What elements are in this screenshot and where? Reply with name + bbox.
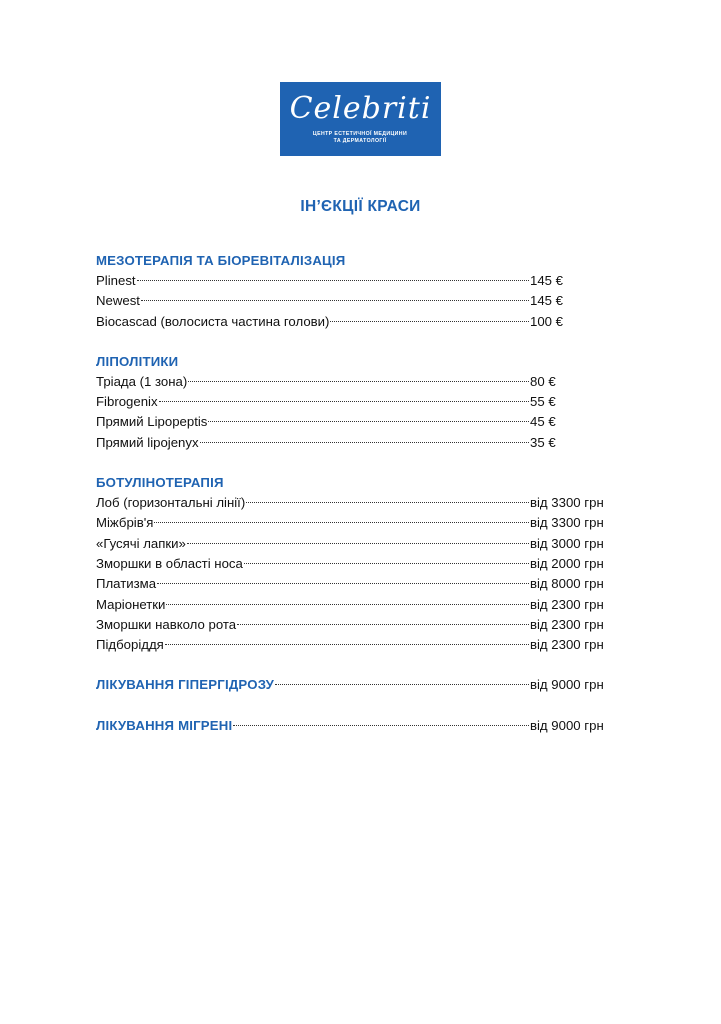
dot-leader bbox=[157, 583, 529, 584]
dot-leader bbox=[188, 381, 529, 382]
item-price: від 2300 грн bbox=[530, 616, 604, 632]
section-heading: МЕЗОТЕРАПІЯ ТА БІОРЕВІТАЛІЗАЦІЯ bbox=[96, 253, 346, 268]
item-name: Міжбрів'я bbox=[96, 515, 154, 531]
price-row bbox=[96, 412, 626, 432]
logo-subtitle bbox=[310, 131, 410, 145]
item-price: 55 € bbox=[530, 394, 556, 410]
item-price: 35 € bbox=[530, 434, 556, 450]
dot-leader bbox=[200, 442, 529, 443]
item-price: від 3000 грн bbox=[530, 535, 604, 551]
item-name: Зморшки в області носа bbox=[96, 555, 243, 571]
price-row bbox=[96, 615, 626, 635]
section-heading: БОТУЛІНОТЕРАПІЯ bbox=[96, 475, 224, 491]
item-name: Зморшки навколо рота bbox=[96, 616, 237, 632]
item-name: Маріонетки bbox=[96, 596, 166, 612]
single-service-price: від 9000 грн bbox=[530, 677, 604, 693]
item-price: від 3300 грн bbox=[530, 515, 604, 531]
dot-leader bbox=[154, 522, 529, 523]
logo-subtitle-line1: ЦЕНТР ЕСТЕТИЧНОЇ МЕДИЦИНИ bbox=[312, 131, 408, 137]
price-row bbox=[96, 312, 626, 332]
item-name: Прямий lipojenyx bbox=[96, 434, 199, 450]
dot-leader bbox=[208, 421, 529, 422]
item-price: від 3300 грн bbox=[530, 495, 604, 511]
price-row bbox=[96, 574, 626, 594]
migraine-row bbox=[96, 715, 626, 736]
item-name: Biocascad (волосиста частина голови) bbox=[96, 313, 330, 329]
price-row bbox=[96, 554, 626, 574]
item-name: Тріада (1 зона) bbox=[96, 373, 188, 389]
logo-script-text: Celebriti bbox=[289, 91, 432, 126]
dot-leader bbox=[165, 644, 529, 645]
price-row bbox=[96, 392, 626, 412]
section-lipolytics bbox=[96, 351, 626, 453]
item-price: від 2000 грн bbox=[530, 555, 604, 571]
dot-leader bbox=[237, 624, 529, 625]
item-name: Newest bbox=[96, 293, 140, 309]
brand-logo bbox=[280, 82, 441, 156]
price-row bbox=[96, 635, 626, 655]
dot-leader bbox=[275, 684, 529, 685]
section-heading: ЛІПОЛІТИКИ bbox=[96, 353, 179, 369]
item-name: Платизма bbox=[96, 576, 157, 592]
dot-leader bbox=[246, 502, 529, 503]
price-row bbox=[96, 291, 626, 311]
dot-leader bbox=[244, 563, 529, 564]
page-title: ІН’ЄКЦІЇ КРАСИ bbox=[300, 198, 421, 215]
single-service-price: від 9000 грн bbox=[530, 718, 604, 734]
item-name: Підборіддя bbox=[96, 637, 164, 653]
single-service-name: ЛІКУВАННЯ ГІПЕРГІДРОЗУ bbox=[96, 677, 275, 693]
price-list bbox=[96, 250, 626, 756]
dot-leader bbox=[187, 543, 529, 544]
dot-leader bbox=[137, 280, 529, 281]
section-mesotherapy bbox=[96, 250, 626, 332]
hyperhidrosis-row bbox=[96, 674, 626, 695]
dot-leader bbox=[141, 300, 529, 301]
price-row bbox=[96, 595, 626, 615]
price-row bbox=[96, 372, 626, 392]
item-price: 45 € bbox=[530, 414, 556, 430]
item-price: 145 € bbox=[530, 293, 564, 309]
item-price: 100 € bbox=[530, 313, 564, 329]
item-name: Fibrogenix bbox=[96, 394, 158, 410]
dot-leader bbox=[159, 401, 529, 402]
price-row bbox=[96, 433, 626, 453]
price-row bbox=[96, 534, 626, 554]
logo-subtitle-line2: ТА ДЕРМАТОЛОГІЇ bbox=[333, 138, 387, 144]
price-row bbox=[96, 513, 626, 533]
item-price: від 2300 грн bbox=[530, 596, 604, 612]
dot-leader bbox=[166, 604, 529, 605]
single-service-name: ЛІКУВАННЯ МІГРЕНІ bbox=[96, 718, 233, 734]
price-row bbox=[96, 271, 626, 291]
price-row bbox=[96, 493, 626, 513]
dot-leader bbox=[330, 321, 529, 322]
section-botulinum bbox=[96, 472, 626, 655]
item-price: 80 € bbox=[530, 373, 556, 389]
item-name: Лоб (горизонтальні лінії) bbox=[96, 495, 246, 511]
dot-leader bbox=[233, 725, 529, 726]
item-price: від 8000 грн bbox=[530, 576, 604, 592]
item-name: «Гусячі лапки» bbox=[96, 535, 186, 551]
item-price: 145 € bbox=[530, 273, 564, 288]
item-name: Прямий Lipopeptis bbox=[96, 414, 208, 430]
item-name: Plinest bbox=[96, 273, 136, 288]
item-price: від 2300 грн bbox=[530, 637, 604, 653]
